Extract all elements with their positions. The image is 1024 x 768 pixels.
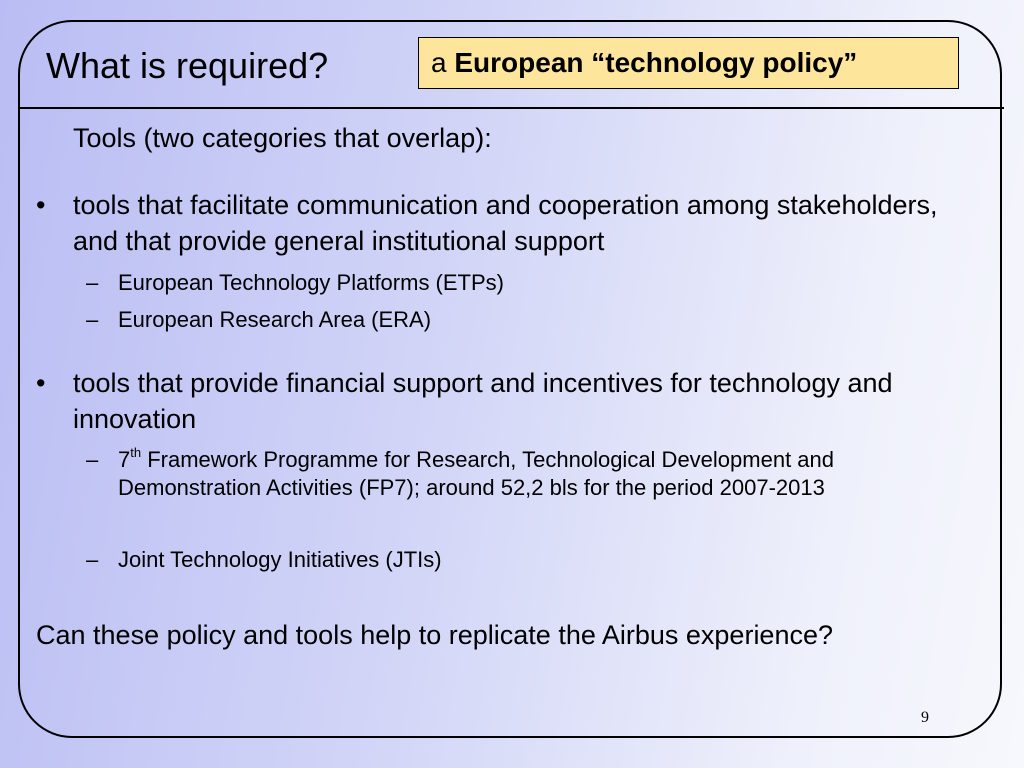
sub-text: European Research Area (ERA) [118, 307, 432, 332]
bullet-marker: • [36, 190, 46, 220]
bullet-item [36, 187, 976, 259]
title-divider [18, 107, 1004, 109]
title-tag-prefix: a [431, 47, 447, 78]
ordinal-number: 7 [118, 447, 131, 472]
title-tag-strong: European “technology policy” [454, 47, 858, 78]
sub-text-rest: Framework Programme for Research, Technological Development and Demonstration Activities (FP7); around 52,2 bls for the period 2007-2013 [118, 447, 834, 500]
sub-text: European Technology Platforms (ETPs) [118, 270, 504, 295]
bullet-text: tools that facilitate communication and cooperation among stakeholders, and that provide general institutional support [73, 190, 938, 256]
bullet-marker: • [36, 368, 46, 398]
sub-item [86, 269, 966, 297]
sub-dash: – [86, 307, 99, 332]
sub-dash: – [86, 447, 99, 472]
sub-text-fp7 [118, 446, 966, 502]
sub-item [86, 446, 966, 502]
title-tag-box [418, 37, 959, 89]
sub-item [86, 546, 966, 574]
sub-dash: – [86, 270, 99, 295]
sub-text: Joint Technology Initiatives (JTIs) [118, 547, 442, 572]
sub-item [86, 306, 966, 334]
bullet-text: tools that provide financial support and incentives for technology and innovation [73, 368, 893, 434]
intro-text: Tools (two categories that overlap): [73, 123, 492, 153]
sub-dash: – [86, 547, 99, 572]
closing-question: Can these policy and tools help to replicate the Airbus experience? [36, 620, 834, 650]
bullet-item [36, 365, 976, 437]
ordinal-suffix: th [130, 445, 142, 460]
page-number: 9 [921, 709, 929, 726]
slide-title: What is required? [46, 45, 329, 86]
